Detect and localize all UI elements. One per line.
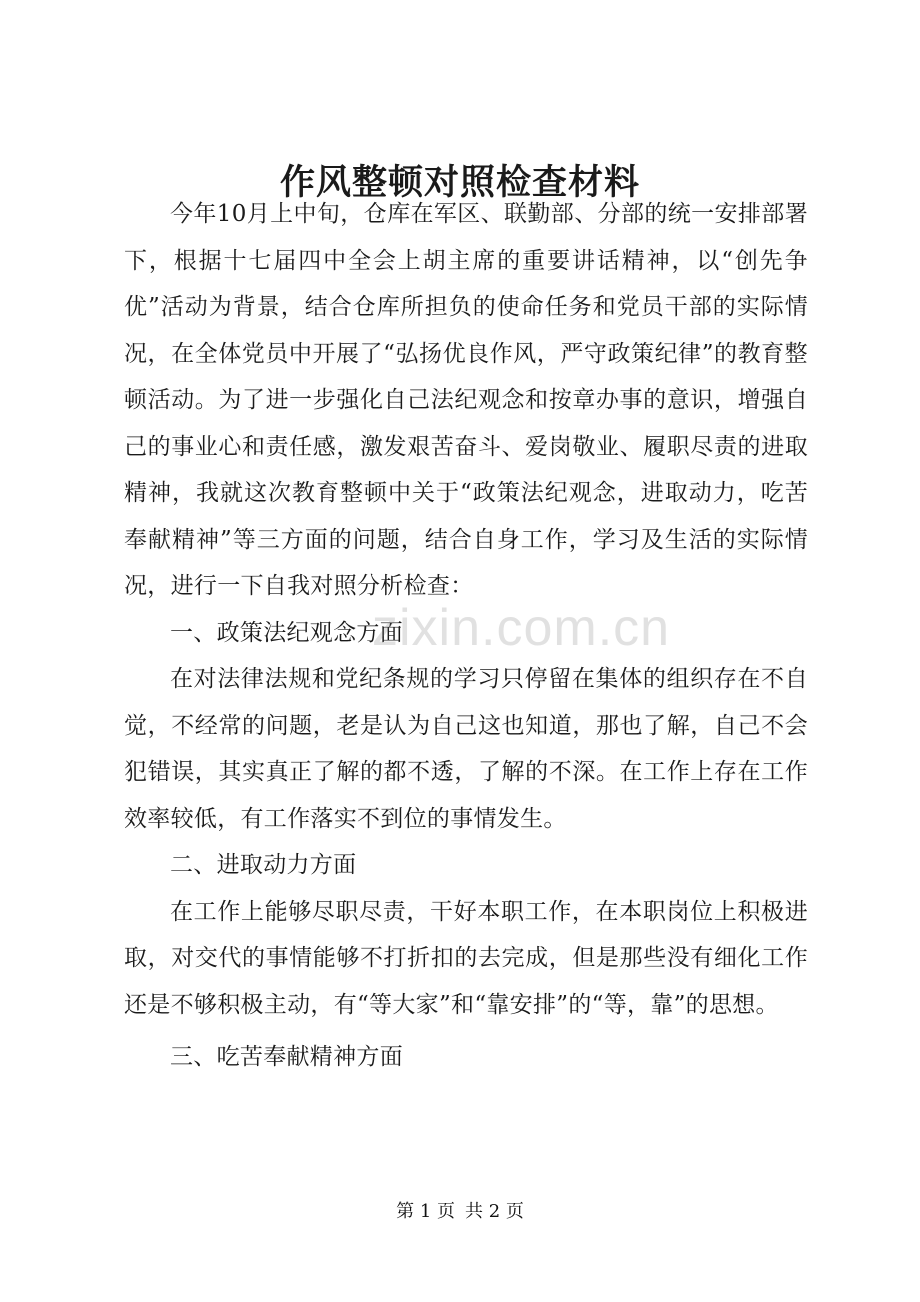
page-footer: [0, 1199, 920, 1225]
page-total: 共 2 页: [465, 1201, 524, 1222]
document-title: 作风整顿对照检查材料: [279, 162, 640, 203]
section-paragraph-1: 在对法律法规和党纪条规的学习只停留在集体的组织存在不自觉，不经常的问题，老是认为自己这也知道，那也了解，自己不会犯错误，其实真正了解的都不透，了解的不深。在工作上存在工作效率较低，有工作落实不到位的事情发生。: [124, 666, 808, 832]
section-paragraph-2: 在工作上能够尽职尽责，干好本职工作，在本职岗位上积极进取，对交代的事情能够不打折扣的去完成，但是那些没有细化工作还是不够积极主动，有“等大家”和“靠安排”的“等，靠”的思想。: [124, 898, 808, 1018]
section-heading-1: 一、政策法纪观念方面: [170, 619, 403, 646]
intro-paragraph: 今年10月上中旬，仓库在军区、联勤部、分部的统一安排部署下，根据十七届四中全会上胡主席的重要讲话精神，以“创先争优”活动为背景，结合仓库所担负的使命任务和党员干部的实际情况，在全体党员中开展了“弘扬优良作风，严守政策纪律”的教育整顿活动。为了进一步强化自己法纪观念和按章办事的意识，增强自己的事业心和责任感，激发艰苦奋斗、爱岗敬业、履职尽责的进取精神，我就这次教育整顿中关于“政策法纪观念，进取动力，吃苦奉献精神”等三方面的问题，结合自身工作，学习及生活的实际情况，进行一下自我对照分析检查：: [124, 201, 808, 599]
section-heading-3: 三、吃苦奉献精神方面: [170, 1044, 403, 1070]
document-body: [124, 191, 808, 1081]
page-number: 第 1 页: [396, 1201, 455, 1222]
section-heading-2: 二、进取动力方面: [170, 852, 357, 878]
site-watermark: zixin.com.cn: [372, 599, 671, 657]
